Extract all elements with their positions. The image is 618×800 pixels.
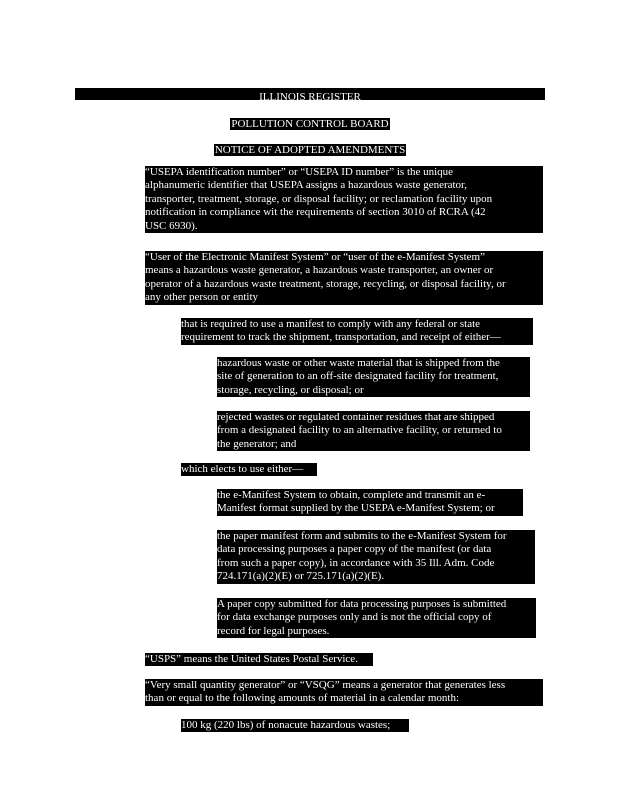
- text-line: the e-Manifest System to obtain, complete and transmit an e-: [217, 489, 486, 501]
- text-line: alphanumeric identifier that USEPA assigns a hazardous waste generator,: [145, 179, 468, 192]
- text-line: 724.171(a)(2)(E) or 725.171(a)(2)(E).: [217, 570, 385, 583]
- text-line: Manifest format supplied by the USEPA e-Manifest System; or: [217, 502, 495, 515]
- text-line: hazardous waste or other waste material that is shipped from the: [217, 357, 500, 369]
- text-line: that is required to use a manifest to comply with any federal or state: [181, 318, 481, 330]
- text-line: “USPS” means the United States Postal Service.: [145, 653, 358, 665]
- board-name: POLLUTION CONTROL BOARD: [231, 118, 389, 130]
- notice-title: NOTICE OF ADOPTED AMENDMENTS: [214, 144, 406, 156]
- notice-wrap: [75, 140, 545, 158]
- text-line: from such a paper copy), in accordance with 35 Ill. Adm. Code: [217, 556, 495, 569]
- note-paper-copy: [217, 598, 536, 638]
- subclause-required-manifest: [181, 318, 533, 345]
- text-line: the paper manifest form and submits to the e-Manifest System for: [217, 530, 507, 542]
- board-wrap: [75, 114, 545, 132]
- item-hazardous-waste: [217, 357, 530, 397]
- definition-usepa-id: [145, 166, 543, 233]
- definition-emanifest-user: [145, 251, 543, 305]
- text-line: record for legal purposes.: [217, 624, 330, 637]
- text-line: site of generation to an off-site designated facility for treatment,: [217, 370, 499, 383]
- definition-vsqg: [145, 679, 543, 706]
- text-line: the generator; and: [217, 437, 297, 450]
- text-line: A paper copy submitted for data processing purposes is submitted: [217, 598, 507, 610]
- text-line: 100 kg (220 lbs) of nonacute hazardous wastes;: [181, 719, 391, 731]
- text-line: data processing purposes a paper copy of the manifest (or data: [217, 543, 492, 556]
- text-line: means a hazardous waste generator, a hazardous waste transporter, an owner or: [145, 264, 494, 277]
- text-line: which elects to use either—: [181, 463, 304, 475]
- text-line: rejected wastes or regulated container residues that are shipped: [217, 411, 495, 423]
- text-line: “Very small quantity generator” or “VSQG” means a generator that generates less: [145, 679, 506, 691]
- text-line: for data exchange purposes only and is not the official copy of: [217, 611, 492, 624]
- item-rejected-wastes: [217, 411, 530, 451]
- text-line: “User of the Electronic Manifest System” or “user of the e-Manifest System”: [145, 251, 485, 263]
- subclause-elects: [181, 463, 317, 476]
- text-line: notification in compliance wit the requirements of section 3010 of RCRA (42: [145, 206, 486, 219]
- item-emanifest-system: [217, 489, 523, 516]
- definition-usps: [145, 653, 373, 666]
- item-paper-manifest: [217, 530, 535, 584]
- text-line: operator of a hazardous waste treatment, storage, recycling, or disposal facility, or: [145, 277, 506, 290]
- text-line: requirement to track the shipment, transportation, and receipt of either—: [181, 331, 501, 344]
- register-title-wrap: [75, 87, 545, 105]
- text-line: transporter, treatment, storage, or disposal facility; or reclamation facility upon: [145, 192, 493, 205]
- register-title: ILLINOIS REGISTER: [259, 91, 361, 103]
- text-line: than or equal to the following amounts of material in a calendar month:: [145, 692, 460, 705]
- text-line: from a designated facility to an alternative facility, or returned to: [217, 424, 502, 437]
- text-line: USC 6930).: [145, 219, 198, 232]
- text-line: any other person or entity: [145, 291, 259, 304]
- text-line: “USEPA identification number” or “USEPA ID number” is the unique: [145, 166, 454, 178]
- vsqg-threshold-item: [181, 719, 409, 732]
- text-line: storage, recycling, or disposal; or: [217, 383, 364, 396]
